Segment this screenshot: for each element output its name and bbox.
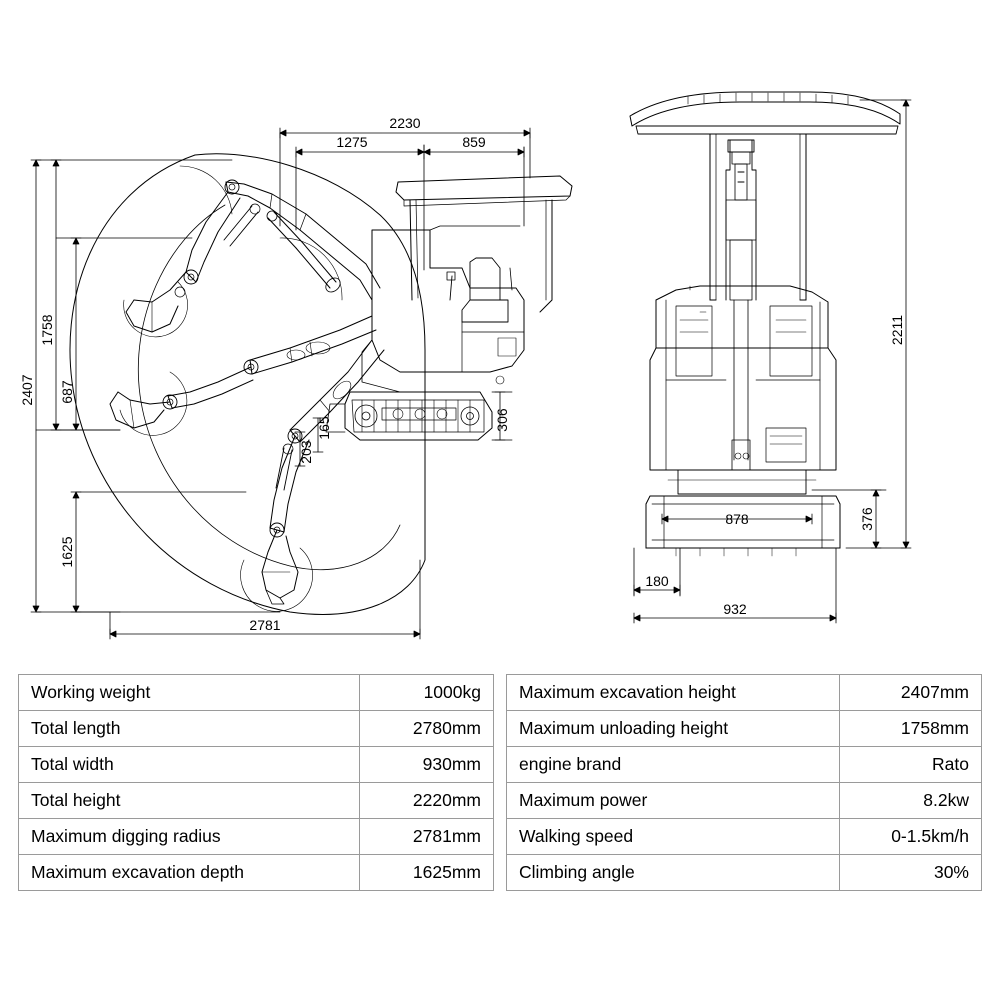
table-row bbox=[507, 819, 982, 855]
dim-180: 180 bbox=[645, 573, 669, 589]
table-row bbox=[507, 783, 982, 819]
specification-tables bbox=[18, 674, 982, 891]
dim-932: 932 bbox=[723, 601, 747, 617]
spec-label: Maximum digging radius bbox=[19, 819, 360, 855]
spec-table-right bbox=[506, 674, 982, 891]
dim-2407: 2407 bbox=[19, 374, 35, 406]
spec-label: Working weight bbox=[19, 675, 360, 711]
dim-203: 203 bbox=[298, 440, 314, 464]
spec-label: Walking speed bbox=[507, 819, 840, 855]
dim-306: 306 bbox=[494, 408, 510, 432]
spec-value: 930mm bbox=[360, 747, 494, 783]
dim-2781: 2781 bbox=[249, 617, 281, 633]
spec-value: 2780mm bbox=[360, 711, 494, 747]
side-view-group bbox=[19, 115, 572, 639]
table-row bbox=[19, 783, 494, 819]
spec-value: 2220mm bbox=[360, 783, 494, 819]
spec-value: 8.2kw bbox=[840, 783, 982, 819]
table-row bbox=[19, 819, 494, 855]
spec-label: Maximum power bbox=[507, 783, 840, 819]
dim-1275: 1275 bbox=[336, 134, 368, 150]
spec-value: 0-1.5km/h bbox=[840, 819, 982, 855]
spec-value: 2781mm bbox=[360, 819, 494, 855]
table-row bbox=[507, 855, 982, 891]
spec-label: Maximum excavation depth bbox=[19, 855, 360, 891]
table-row bbox=[507, 747, 982, 783]
table-row bbox=[507, 675, 982, 711]
dim-878: 878 bbox=[725, 511, 749, 527]
spec-label: Maximum unloading height bbox=[507, 711, 840, 747]
dim-165: 165 bbox=[316, 416, 332, 440]
spec-value: 30% bbox=[840, 855, 982, 891]
dim-2211: 2211 bbox=[889, 314, 905, 346]
spec-value: 2407mm bbox=[840, 675, 982, 711]
table-row bbox=[19, 711, 494, 747]
spec-label: Maximum excavation height bbox=[507, 675, 840, 711]
spec-value: 1625mm bbox=[360, 855, 494, 891]
spec-label: Total height bbox=[19, 783, 360, 819]
spec-label: Total length bbox=[19, 711, 360, 747]
spec-value: Rato bbox=[840, 747, 982, 783]
table-row bbox=[19, 855, 494, 891]
spec-value: 1000kg bbox=[360, 675, 494, 711]
spec-label: Total width bbox=[19, 747, 360, 783]
dim-1758: 1758 bbox=[39, 314, 55, 346]
spec-table-left bbox=[18, 674, 494, 891]
spec-value: 1758mm bbox=[840, 711, 982, 747]
dim-376: 376 bbox=[859, 507, 875, 531]
dim-1625: 1625 bbox=[59, 536, 75, 568]
rear-view-dimensions bbox=[634, 100, 911, 623]
spec-label: Climbing angle bbox=[507, 855, 840, 891]
table-row bbox=[19, 675, 494, 711]
table-row bbox=[19, 747, 494, 783]
dim-859: 859 bbox=[462, 134, 486, 150]
rear-view-group bbox=[630, 92, 911, 623]
spec-label: engine brand bbox=[507, 747, 840, 783]
dim-2230: 2230 bbox=[389, 115, 421, 131]
dim-687: 687 bbox=[59, 380, 75, 404]
table-row bbox=[507, 711, 982, 747]
side-view-dimensions bbox=[31, 128, 530, 639]
